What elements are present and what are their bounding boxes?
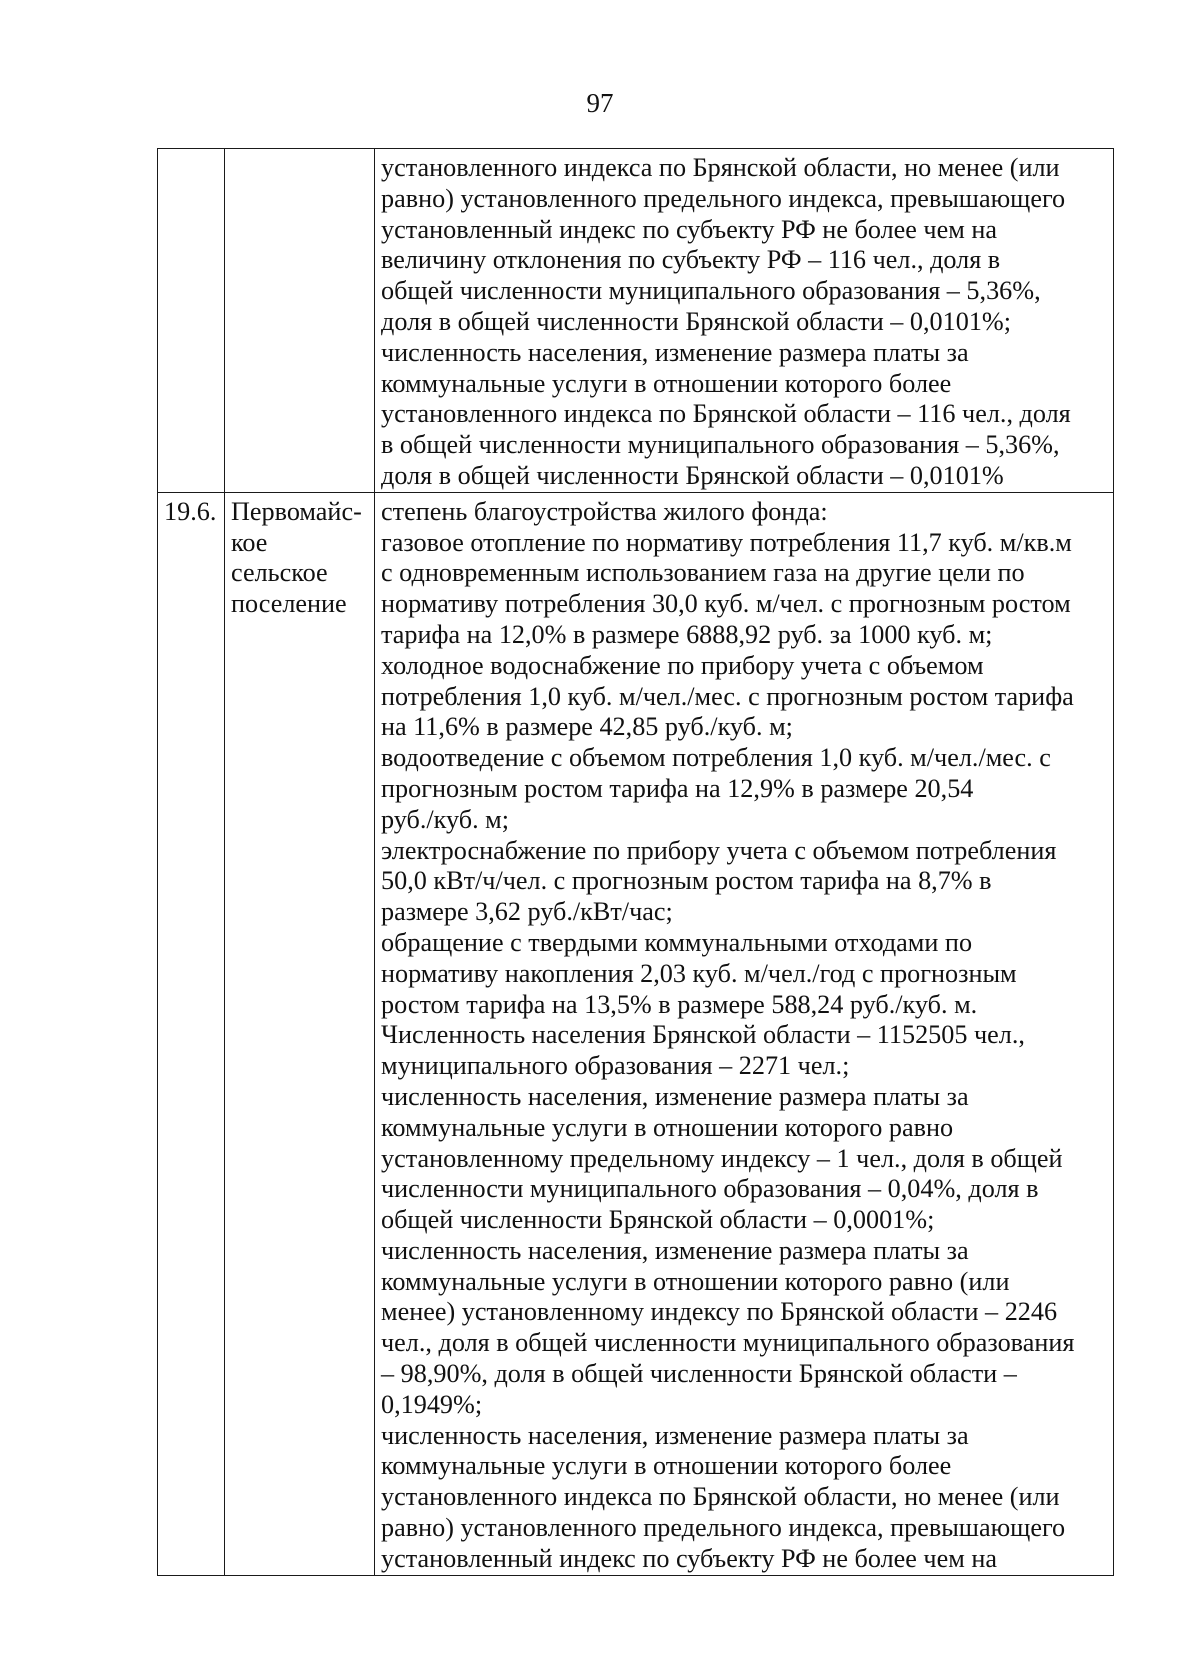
- description-line: численность населения, изменение размера платы за: [381, 1235, 969, 1265]
- document-table: [157, 148, 1114, 1576]
- description-line: равно) установленного предельного индекса, превышающего: [381, 183, 1066, 213]
- municipality-name-line: поселение: [231, 589, 347, 619]
- description-line: – 98,90%, доля в общей численности Брянской области –: [381, 1359, 1017, 1389]
- row-number-cell: [158, 149, 225, 493]
- description-line: установленный индекс по субъекту РФ не более чем на: [381, 1543, 997, 1573]
- description-line: размере 3,62 руб./кВт/час;: [381, 897, 673, 927]
- municipality-name-line: сельское: [231, 558, 328, 588]
- description-line: численности муниципального образования – 0,04%, доля в: [381, 1174, 1039, 1204]
- description-line: муниципального образования – 2271 чел.;: [381, 1051, 850, 1081]
- table-row: [158, 149, 1114, 493]
- description-line: общей численности Брянской области – 0,0001%;: [381, 1205, 935, 1235]
- description-line: общей численности муниципального образования – 5,36%,: [381, 276, 1041, 306]
- description-line: нормативу потребления 30,0 куб. м/чел. с прогнозным ростом: [381, 589, 1071, 619]
- municipality-name-line: Первомайс-: [231, 496, 362, 526]
- description-line: Численность населения Брянской области – 1152505 чел.,: [381, 1020, 1025, 1050]
- description-line: коммунальные услуги в отношении которого равно: [381, 1112, 954, 1142]
- municipality-name-line: кое: [231, 527, 268, 557]
- description-line: доля в общей численности Брянской области – 0,0101%: [381, 460, 1004, 490]
- description-line: чел., доля в общей численности муниципального образования: [381, 1328, 1075, 1358]
- description-line: установленного индекса по Брянской области, но менее (или: [381, 1482, 1060, 1512]
- description-line: обращение с твердыми коммунальными отходами по: [381, 927, 973, 957]
- description-line: величину отклонения по субъекту РФ – 116 чел., доля в: [381, 245, 1001, 275]
- row-number-cell: [158, 492, 225, 1575]
- description-line: газовое отопление по нормативу потребления 11,7 куб. м/кв.м: [381, 527, 1072, 557]
- description-line: тарифа на 12,0% в размере 6888,92 руб. за 1000 куб. м;: [381, 619, 993, 649]
- description-line: численность населения, изменение размера платы за: [381, 1420, 969, 1450]
- description-cell: [375, 149, 1114, 493]
- municipality-name-cell: [225, 149, 375, 493]
- description-cell: [375, 492, 1114, 1575]
- description-line: 50,0 кВт/ч/чел. с прогнозным ростом тарифа на 8,7% в: [381, 866, 992, 896]
- description-line: руб./куб. м;: [381, 804, 510, 834]
- description-line: прогнозным ростом тарифа на 12,9% в размере 20,54: [381, 773, 974, 803]
- municipality-name-cell: [225, 492, 375, 1575]
- description-line: менее) установленному индексу по Брянской области – 2246: [381, 1297, 1058, 1327]
- description-line: установленного индекса по Брянской области, но менее (или: [381, 153, 1060, 182]
- description-line: 0,1949%;: [381, 1389, 483, 1419]
- description-line: коммунальные услуги в отношении которого равно (или: [381, 1266, 1010, 1296]
- description-line: численность населения, изменение размера платы за: [381, 1081, 969, 1111]
- table-body: [158, 149, 1114, 1576]
- description-line: равно) установленного предельного индекса, превышающего: [381, 1513, 1066, 1543]
- description-line: водоотведение с объемом потребления 1,0 куб. м/чел./мес. с: [381, 743, 1051, 773]
- description-line: установленного индекса по Брянской области – 116 чел., доля: [381, 399, 1071, 429]
- description-line: установленному предельному индексу – 1 чел., доля в общей: [381, 1143, 1063, 1173]
- description-line: нормативу накопления 2,03 куб. м/чел./год с прогнозным: [381, 958, 1017, 988]
- description-line: степень благоустройства жилого фонда:: [381, 496, 828, 526]
- description-line: потребления 1,0 куб. м/чел./мес. с прогнозным ростом тарифа: [381, 681, 1074, 711]
- description-line: коммунальные услуги в отношении которого более: [381, 368, 952, 398]
- description-line: на 11,6% в размере 42,85 руб./куб. м;: [381, 712, 793, 742]
- page-number: 97: [586, 88, 614, 118]
- description-line: численность населения, изменение размера платы за: [381, 337, 969, 367]
- description-line: электроснабжение по прибору учета с объемом потребления: [381, 835, 1057, 865]
- row-number: 19.6.: [164, 496, 217, 526]
- description-line: с одновременным использованием газа на другие цели по: [381, 558, 1025, 588]
- description-line: установленный индекс по субъекту РФ не более чем на: [381, 214, 997, 244]
- description-line: ростом тарифа на 13,5% в размере 588,24 руб./куб. м.: [381, 989, 978, 1019]
- description-line: в общей численности муниципального образования – 5,36%,: [381, 430, 1060, 460]
- description-line: доля в общей численности Брянской области – 0,0101%;: [381, 306, 1012, 336]
- table-row: [158, 492, 1114, 1575]
- description-line: холодное водоснабжение по прибору учета с объемом: [381, 650, 984, 680]
- description-line: коммунальные услуги в отношении которого более: [381, 1451, 952, 1481]
